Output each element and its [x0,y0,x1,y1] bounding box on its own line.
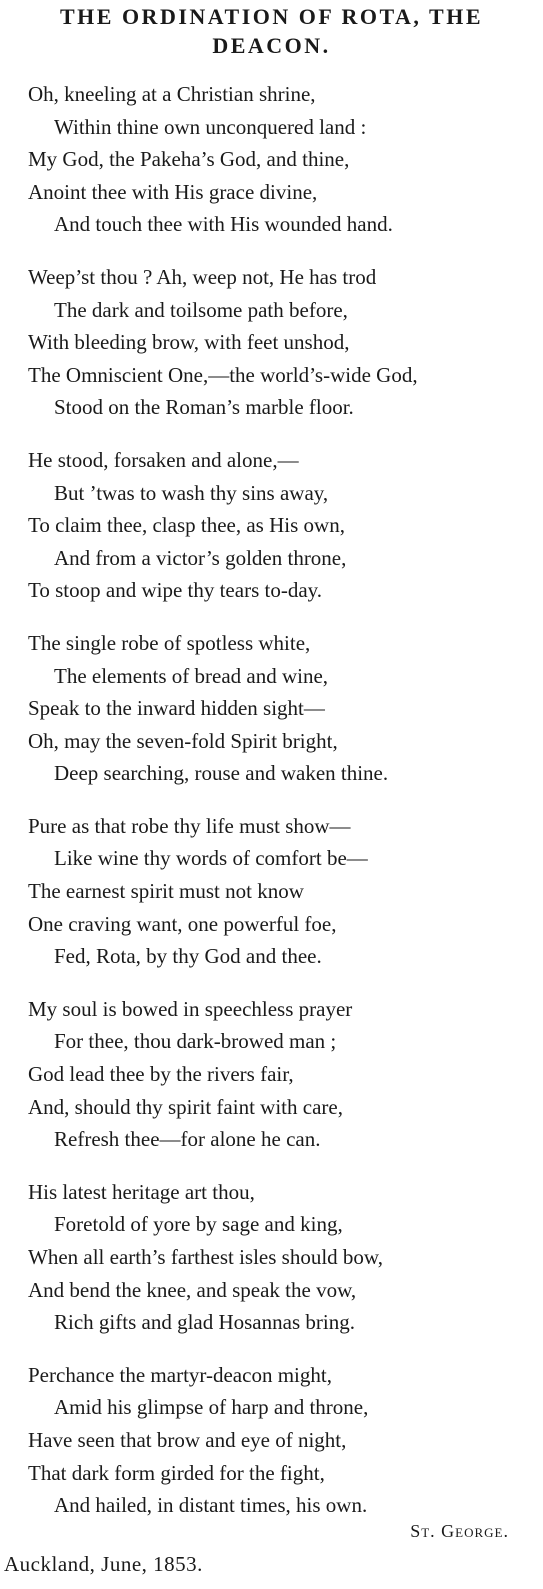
poem-title-line-2: DEACON. [212,33,331,58]
poem-line: God lead thee by the rivers fair, [28,1062,294,1087]
poem-line: Weep’st thou ? Ah, weep not, He has trod [28,264,377,289]
poem-line: Within thine own unconquered land : [54,114,367,139]
poem-line: For thee, thou dark-browed man ; [54,1029,337,1054]
poem-body [0,78,543,1542]
stanza [0,78,543,241]
poem-line: His latest heritage art thou, [28,1179,255,1204]
poem-line: And touch thee with His wounded hand. [54,212,393,237]
poem-line: And bend the knee, and speak the vow, [28,1277,357,1302]
stanza [0,810,543,973]
poem-line: Have seen that brow and eye of night, [28,1427,347,1452]
poem-line: And from a victor’s golden throne, [54,545,347,570]
poem-line: With bleeding brow, with feet unshod, [28,330,350,355]
poem-line: When all earth’s farthest isles should bow, [28,1245,383,1269]
poem-line: Rich gifts and glad Hosannas bring. [54,1310,355,1335]
poem-line: To stoop and wipe thy tears to-day. [28,578,323,603]
poem-title [0,0,543,60]
stanza [0,1176,543,1339]
stanza [0,261,543,424]
poem-line: Fed, Rota, by thy God and thee. [54,944,322,969]
poem-line: Amid his glimpse of harp and throne, [54,1395,369,1420]
poem-line: Speak to the inward hidden sight— [28,696,325,721]
poem-line: To claim thee, clasp thee, as His own, [28,513,345,538]
poem-line: Stood on the Roman’s marble floor. [54,395,354,420]
poem-line: But ’twas to wash thy sins away, [54,480,329,505]
stanza [0,444,543,607]
poem-line: And hailed, in distant times, his own. [54,1493,368,1518]
poem-line: My God, the Pakeha’s God, and thine, [28,147,350,172]
poem-line: Oh, may the seven-fold Spirit bright, [28,728,338,753]
stanza [0,993,543,1156]
poem-line: Refresh thee—for alone he can. [54,1127,321,1152]
poem-title-line-1: THE ORDINATION OF ROTA, THE [59,4,483,29]
poem-line: The earnest spirit must not know [28,879,304,904]
poem-line: Pure as that robe thy life must show— [28,813,351,838]
poem-line: The dark and toilsome path before, [54,297,348,322]
poem-line: The single robe of spotless white, [28,630,311,655]
poem-line: That dark form girded for the fight, [28,1460,325,1485]
poem-line: My soul is bowed in speechless prayer [28,996,353,1021]
author-signature: St. George. [410,1521,509,1541]
poem-line: Perchance the martyr-deacon might, [28,1362,332,1387]
stanza [0,627,543,790]
poem-line: Oh, kneeling at a Christian shrine, [28,82,316,106]
poem-line: Deep searching, rouse and waken thine. [54,761,389,786]
poem-line: Like wine thy words of comfort be— [54,846,368,871]
poem-line: The Omniscient One,—the world’s-wide God, [28,362,418,387]
poem-line: He stood, forsaken and alone,— [28,447,299,472]
poem-line: Foretold of yore by sage and king, [54,1212,343,1237]
poem-line: One craving want, one powerful foe, [28,911,337,936]
place-and-date: Auckland, June, 1853. [4,1552,203,1576]
poem-line: The elements of bread and wine, [54,663,329,688]
stanza [0,1359,543,1522]
poem-line: And, should thy spirit faint with care, [28,1094,343,1119]
poem-line: Anoint thee with His grace divine, [28,179,318,204]
